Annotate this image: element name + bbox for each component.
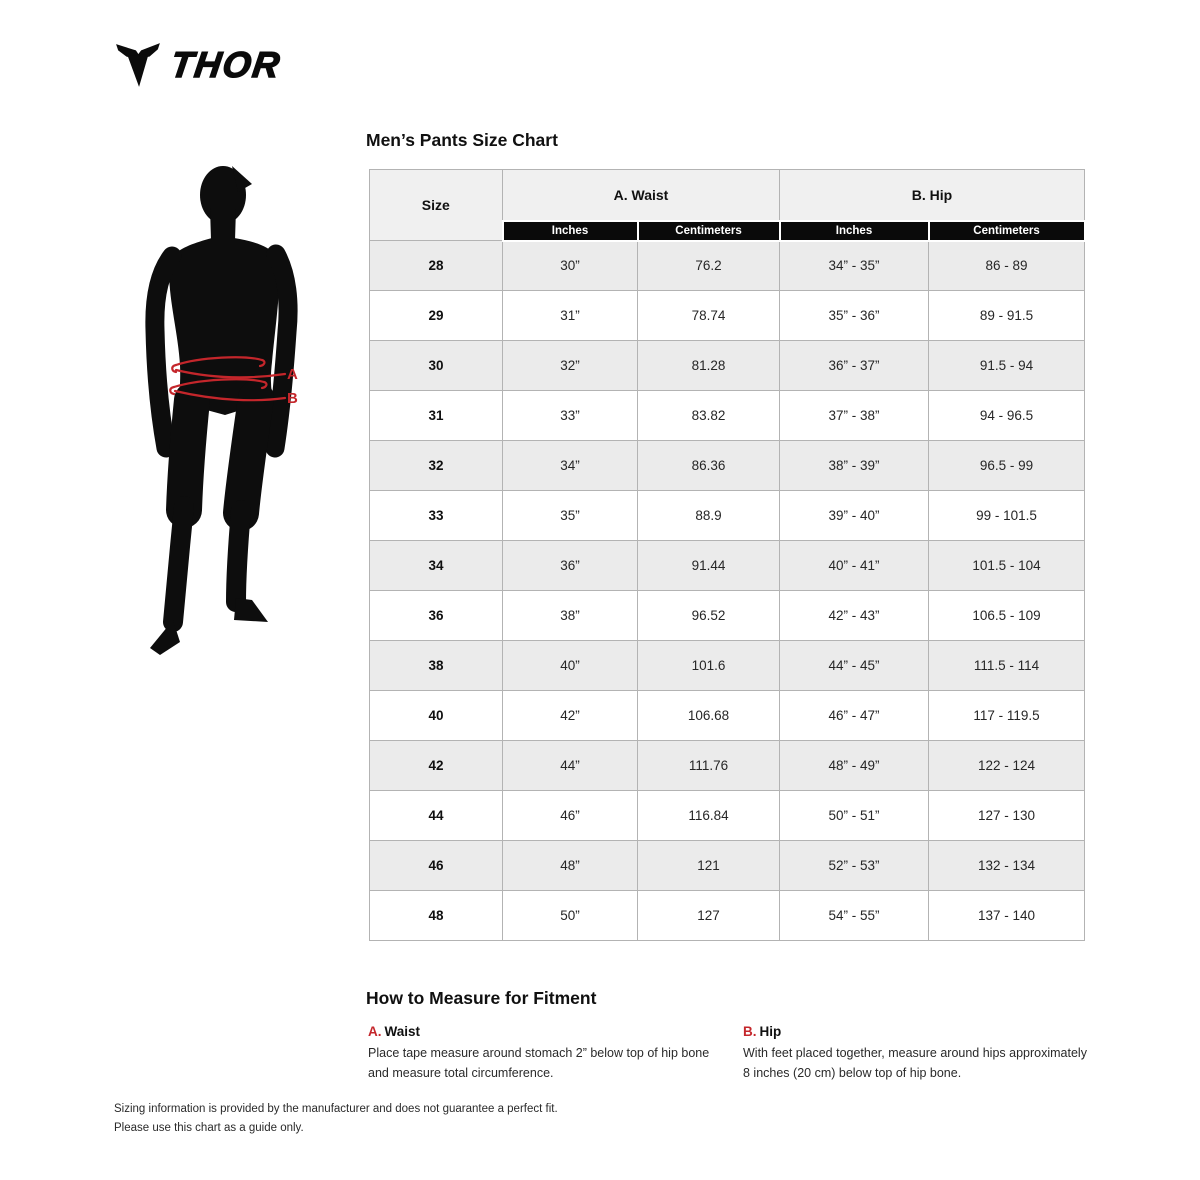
table-row xyxy=(370,891,1085,941)
cell-size: 31 xyxy=(370,391,503,441)
cell-hip-in: 40” - 41” xyxy=(780,541,929,591)
cell-waist-in: 48” xyxy=(503,841,638,891)
cell-hip-in: 50” - 51” xyxy=(780,791,929,841)
cell-waist-cm: 81.28 xyxy=(638,341,780,391)
page-title: Men’s Pants Size Chart xyxy=(366,130,558,150)
cell-hip-in: 35” - 36” xyxy=(780,291,929,341)
body-measurement-figure xyxy=(126,146,338,676)
cell-hip-cm: 91.5 - 94 xyxy=(929,341,1085,391)
measure-section-heading: How to Measure for Fitment xyxy=(366,988,597,1008)
measure-hip-label xyxy=(743,1024,1091,1039)
cell-hip-in: 37” - 38” xyxy=(780,391,929,441)
cell-waist-cm: 116.84 xyxy=(638,791,780,841)
cell-hip-cm: 96.5 - 99 xyxy=(929,441,1085,491)
cell-size: 48 xyxy=(370,891,503,941)
cell-size: 44 xyxy=(370,791,503,841)
column-header-hip: B. Hip xyxy=(780,170,1085,221)
disclaimer-line-2: Please use this chart as a guide only. xyxy=(114,1121,304,1134)
cell-waist-in: 34” xyxy=(503,441,638,491)
cell-hip-in: 34” - 35” xyxy=(780,241,929,291)
column-header-size: Size xyxy=(370,170,503,241)
cell-size: 46 xyxy=(370,841,503,891)
cell-hip-cm: 89 - 91.5 xyxy=(929,291,1085,341)
size-table-body xyxy=(370,241,1085,941)
measure-hip-prefix: B. xyxy=(743,1024,757,1039)
table-row xyxy=(370,441,1085,491)
table-row xyxy=(370,291,1085,341)
cell-waist-cm: 76.2 xyxy=(638,241,780,291)
cell-waist-in: 46” xyxy=(503,791,638,841)
cell-hip-in: 39” - 40” xyxy=(780,491,929,541)
table-row xyxy=(370,241,1085,291)
column-header-waist: A. Waist xyxy=(503,170,780,221)
cell-waist-cm: 111.76 xyxy=(638,741,780,791)
cell-hip-in: 38” - 39” xyxy=(780,441,929,491)
table-row xyxy=(370,641,1085,691)
subheader-waist-centimeters: Centimeters xyxy=(638,221,780,241)
table-row xyxy=(370,541,1085,591)
table-header-row xyxy=(370,170,1085,221)
figure-label-a: A xyxy=(287,366,298,383)
cell-hip-in: 42” - 43” xyxy=(780,591,929,641)
disclaimer-line-1: Sizing information is provided by the manufacturer and does not guarantee a perfect fit. xyxy=(114,1103,558,1115)
thor-wordmark: THOR xyxy=(168,44,284,85)
cell-hip-cm: 99 - 101.5 xyxy=(929,491,1085,541)
table-row xyxy=(370,741,1085,791)
cell-hip-cm: 106.5 - 109 xyxy=(929,591,1085,641)
measure-waist-prefix: A. xyxy=(368,1024,382,1039)
measure-item-hip xyxy=(743,1024,1091,1083)
cell-waist-in: 36” xyxy=(503,541,638,591)
cell-waist-cm: 91.44 xyxy=(638,541,780,591)
cell-size: 28 xyxy=(370,241,503,291)
measure-waist-text: Place tape measure around stomach 2” below top of hip bone and measure total circumference. xyxy=(368,1046,710,1080)
cell-waist-in: 32” xyxy=(503,341,638,391)
male-silhouette xyxy=(150,166,288,655)
cell-waist-cm: 96.52 xyxy=(638,591,780,641)
subheader-hip-inches: Inches xyxy=(780,221,929,241)
cell-hip-cm: 111.5 - 114 xyxy=(929,641,1085,691)
cell-hip-cm: 101.5 - 104 xyxy=(929,541,1085,591)
cell-waist-in: 44” xyxy=(503,741,638,791)
table-row xyxy=(370,791,1085,841)
cell-size: 29 xyxy=(370,291,503,341)
thor-logo xyxy=(114,42,284,88)
cell-hip-in: 54” - 55” xyxy=(780,891,929,941)
cell-size: 33 xyxy=(370,491,503,541)
cell-size: 42 xyxy=(370,741,503,791)
cell-hip-cm: 122 - 124 xyxy=(929,741,1085,791)
cell-hip-in: 44” - 45” xyxy=(780,641,929,691)
cell-waist-cm: 127 xyxy=(638,891,780,941)
cell-waist-cm: 121 xyxy=(638,841,780,891)
cell-waist-cm: 106.68 xyxy=(638,691,780,741)
cell-waist-cm: 86.36 xyxy=(638,441,780,491)
subheader-waist-inches: Inches xyxy=(503,221,638,241)
subheader-hip-centimeters: Centimeters xyxy=(929,221,1085,241)
cell-hip-in: 52” - 53” xyxy=(780,841,929,891)
cell-hip-cm: 137 - 140 xyxy=(929,891,1085,941)
cell-waist-in: 33” xyxy=(503,391,638,441)
table-row xyxy=(370,341,1085,391)
size-table xyxy=(369,169,1086,941)
cell-size: 40 xyxy=(370,691,503,741)
cell-size: 36 xyxy=(370,591,503,641)
cell-hip-cm: 117 - 119.5 xyxy=(929,691,1085,741)
measure-hip-text: With feet placed together, measure around hips approximately 8 inches (20 cm) below top of hip bone. xyxy=(743,1046,1087,1080)
cell-waist-in: 42” xyxy=(503,691,638,741)
cell-waist-in: 40” xyxy=(503,641,638,691)
measure-waist-name: Waist xyxy=(384,1024,421,1039)
cell-waist-in: 38” xyxy=(503,591,638,641)
cell-hip-cm: 132 - 134 xyxy=(929,841,1085,891)
cell-waist-in: 31” xyxy=(503,291,638,341)
cell-waist-cm: 88.9 xyxy=(638,491,780,541)
cell-waist-in: 35” xyxy=(503,491,638,541)
cell-hip-cm: 127 - 130 xyxy=(929,791,1085,841)
cell-size: 32 xyxy=(370,441,503,491)
table-row xyxy=(370,591,1085,641)
cell-waist-cm: 101.6 xyxy=(638,641,780,691)
cell-hip-in: 36” - 37” xyxy=(780,341,929,391)
cell-waist-cm: 78.74 xyxy=(638,291,780,341)
cell-hip-cm: 86 - 89 xyxy=(929,241,1085,291)
cell-size: 38 xyxy=(370,641,503,691)
cell-waist-in: 30” xyxy=(503,241,638,291)
cell-hip-in: 46” - 47” xyxy=(780,691,929,741)
measure-waist-label xyxy=(368,1024,720,1039)
cell-hip-cm: 94 - 96.5 xyxy=(929,391,1085,441)
table-row xyxy=(370,841,1085,891)
cell-size: 34 xyxy=(370,541,503,591)
cell-hip-in: 48” - 49” xyxy=(780,741,929,791)
measure-hip-name: Hip xyxy=(759,1024,782,1039)
cell-size: 30 xyxy=(370,341,503,391)
table-row xyxy=(370,491,1085,541)
measure-item-waist xyxy=(368,1024,720,1083)
figure-label-b: B xyxy=(287,390,298,407)
cell-waist-cm: 83.82 xyxy=(638,391,780,441)
table-row xyxy=(370,391,1085,441)
table-row xyxy=(370,691,1085,741)
thor-emblem-icon xyxy=(114,42,162,88)
disclaimer xyxy=(114,1100,558,1138)
cell-waist-in: 50” xyxy=(503,891,638,941)
